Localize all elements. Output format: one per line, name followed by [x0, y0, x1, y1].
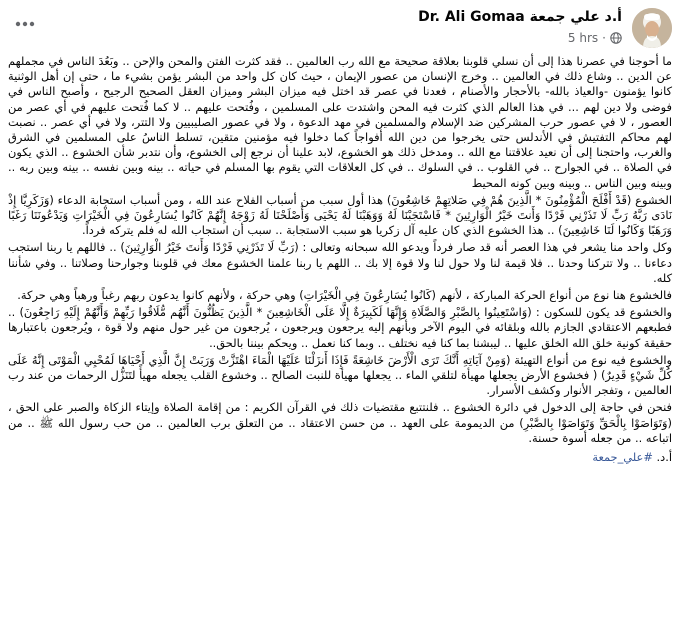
avatar-portrait-icon [632, 8, 672, 48]
post-paragraph-3: وكل واحد منا يشعر في هذا العصر أنه قد صار فرداً ويدعو الله سبحانه وتعالى : (رَبِّ لَا تَذَرْنِي فَرْدًا وَأَنتَ خَيْرُ الْوَارِثِينَ) .. فاللهم يا ربنا استجب دعاءنا .. ولا تتركنا وحدنا .. فلا قيمة لنا ولا حول لنا ولا قوة إلا بك .. اللهم يا ربنا علمنا الخشوع معك في قلوبنا وجوارحنا وصلاتنا .. وفي شأننا كله. [8, 240, 672, 285]
post-timestamp[interactable]: 5 hrs [567, 31, 599, 45]
post-paragraph-4: فالخشوع هنا نوع من أنواع الحركة المباركة ، لأنهم (كَانُوا يُسَارِعُونَ فِي الْخَيْرَاتِ) وهي حركة ، ولأنهم كانوا يدعون ربهم رغباً ورهباً وهي حركة. [17, 288, 672, 303]
more-options-button[interactable] [10, 12, 40, 36]
post-body [8, 54, 672, 465]
post-paragraph-5: والخشوع قد يكون للسكون : (وَاسْتَعِينُوا بِالصَّبْرِ وَالصَّلَاةِ وَإِنَّهَا لَكَبِيرَةٌ إِلَّا عَلَى الْخَاشِعِينَ * الَّذِينَ يَظُنُّونَ أَنَّهُم مُّلَاقُوا رَبِّهِمْ وَأَنَّهُمْ إِلَيْهِ رَاجِعُونَ) .. فطبعهم الاعتقادي الجازم بالله وبلقائه في اليوم الآخر وبأنهم إليه يرجعون ويرجعون ، يُرجعون من غير حول منهم ولا قوة ، ويُرجعون باعتبارها حقيقة كونية خلق الله الخلق عليها .. ليبشنا بما كنا فيه نختلف .. وبما كنا نعمل .. ويحكم بيننا بالحق.. [8, 305, 672, 350]
hashtag-link[interactable]: #علي_جمعة [592, 450, 653, 465]
author-name-ar[interactable]: أ.د علي جمعة [529, 9, 622, 25]
author-name[interactable]: Dr. Ali Gomaa [418, 9, 525, 25]
author-avatar[interactable] [632, 8, 672, 48]
globe-icon [610, 32, 622, 44]
post-meta [568, 30, 622, 46]
signature-title: أ.د. [656, 450, 672, 465]
post-header [0, 0, 680, 50]
post-signature [8, 450, 672, 465]
post-paragraph-1: ما أحوجنا في عصرنا هذا إلى أن نسلي قلوبنا بعلاقة صحيحة مع الله رب العالمين .. فقد كثرت الفتن والمحن والإحن .. وبَعُدَ الناس في مجملهم عن الدين .. وشاع ذلك في العالمين .. وخرج الإنسان من عصور الإيمان ، حيث كان كل واحد من البشر يؤمن بشيء ما ، حتى إن أهل الوثنية كانوا يؤمنون -والعياذ بالله- بالأحجار والأصنام ، فعدنا في عصر قد اختل فيه ميزان البشر وميزان العقل الصحيح الرجيح ، وأصبح الناس في فوضى ولا دين لهم ... في هذا العالم الذي كثرت فيه المحن واشتدت على المسلمين ، وفُتحت عليهم .. لا كما فُتحت عليهم في أي عصر من العصور ، لا في عصور حرب المشركين ضد الإسلام والمسلمين في مهد الدعوة ، ولا في عصور الصليبيين ولا التتر، ولا في أي عصر .. نصبت لهم محاكم التفتيش في الأندلس حتى يخرجوا من دين الله أفواجاً كما دخلوا فيه مؤمنين متقين، تسلط الناسُ على المسلمين في الشرق والغرب، واحتجنا إلى أن نعيد علاقتنا مع الله .. ومدخل ذلك هو الخشوع، لابد علينا أن نرجع إلى الخشوع، وأن نتدبر شأن الخشوع .. الذي يكون في الصلاة .. في الجوارح .. في القلوب .. في السلوك .. في كل العلاقات التي يقوم بها المسلم في حياته .. بينه وبين نفسه .. بينه وبين ربه .. وبينه وبين الناس .. وبينه وبين كونه المحيط [8, 54, 672, 190]
post-paragraph-2: الخشوع (قَدْ أَفْلَحَ الْمُؤْمِنُونَ * الَّذِينَ هُمْ فِي صَلاتِهِمْ خَاشِعُونَ) هذا أول سبب من أسباب الفلاح عند الله ، ومن أسباب استجابة الدعاء (وَزَكَرِيَّا إِذْ نَادَى رَبَّهُ رَبِّ لَا تَذَرْنِي فَرْدًا وَأَنتَ خَيْرُ الْوَارِثِينَ * فَاسْتَجَبْنَا لَهُ وَوَهَبْنَا لَهُ يَحْيَى وَأَصْلَحْنَا لَهُ زَوْجَهُ إِنَّهُمْ كَانُوا يُسَارِعُونَ فِي الْخَيْرَاتِ وَيَدْعُونَنَا رَغَبًا وَرَهَبًا وَكَانُوا لَنَا خَاشِعِينَ) .. هذا الخشوع الذي كان عليه آل زكريا هو سبب الاستجابة .. سبب أن استجاب الله له فلم يتركه فرداً. [8, 192, 672, 238]
meta-separator: · [602, 31, 606, 45]
more-options-icon [15, 21, 35, 27]
author-line [418, 8, 622, 26]
post-paragraph-7: فنحن في حاجة إلى الدخول في دائرة الخشوع .. فلنتتبع مقتضيات ذلك في القرآن الكريم : من إقامة الصلاة وإيتاء الزكاة والصبر على الحق ، (وَتَوَاصَوْا بِالْحَقِّ وَتَوَاصَوْا بِالصَّبْرِ) من الديمومة على العهد .. من حسن الاعتقاد .. من التعلق برب العالمين .. من حب رسول الله ﷺ .. من اتباعه .. من جعله أسوة حسنة. [8, 400, 672, 445]
post-paragraph-6: والخشوع فيه نوع من أنواع التهيئة (وَمِنْ آيَاتِهِ أَنَّكَ تَرَى الْأَرْضَ خَاشِعَةً فَإِذَا أَنزَلْنَا عَلَيْهَا الْمَاءَ اهْتَزَّتْ وَرَبَتْ إِنَّ الَّذِي أَحْيَاهَا لَمُحْيِي الْمَوْتَى إِنَّهُ عَلَى كُلِّ شَيْءٍ قَدِيرٌ) ( فخشوع الأرض يجعلها مهيأة لتلقي الماء .. يجعلها مهيأة للنبت الصالح .. وخشوع القلب يجعله مهيأً لتَنَزُّل الرحمات من عند رب العالمين ، وتفجر الأنوار وكشف الأسرار. [8, 352, 672, 398]
